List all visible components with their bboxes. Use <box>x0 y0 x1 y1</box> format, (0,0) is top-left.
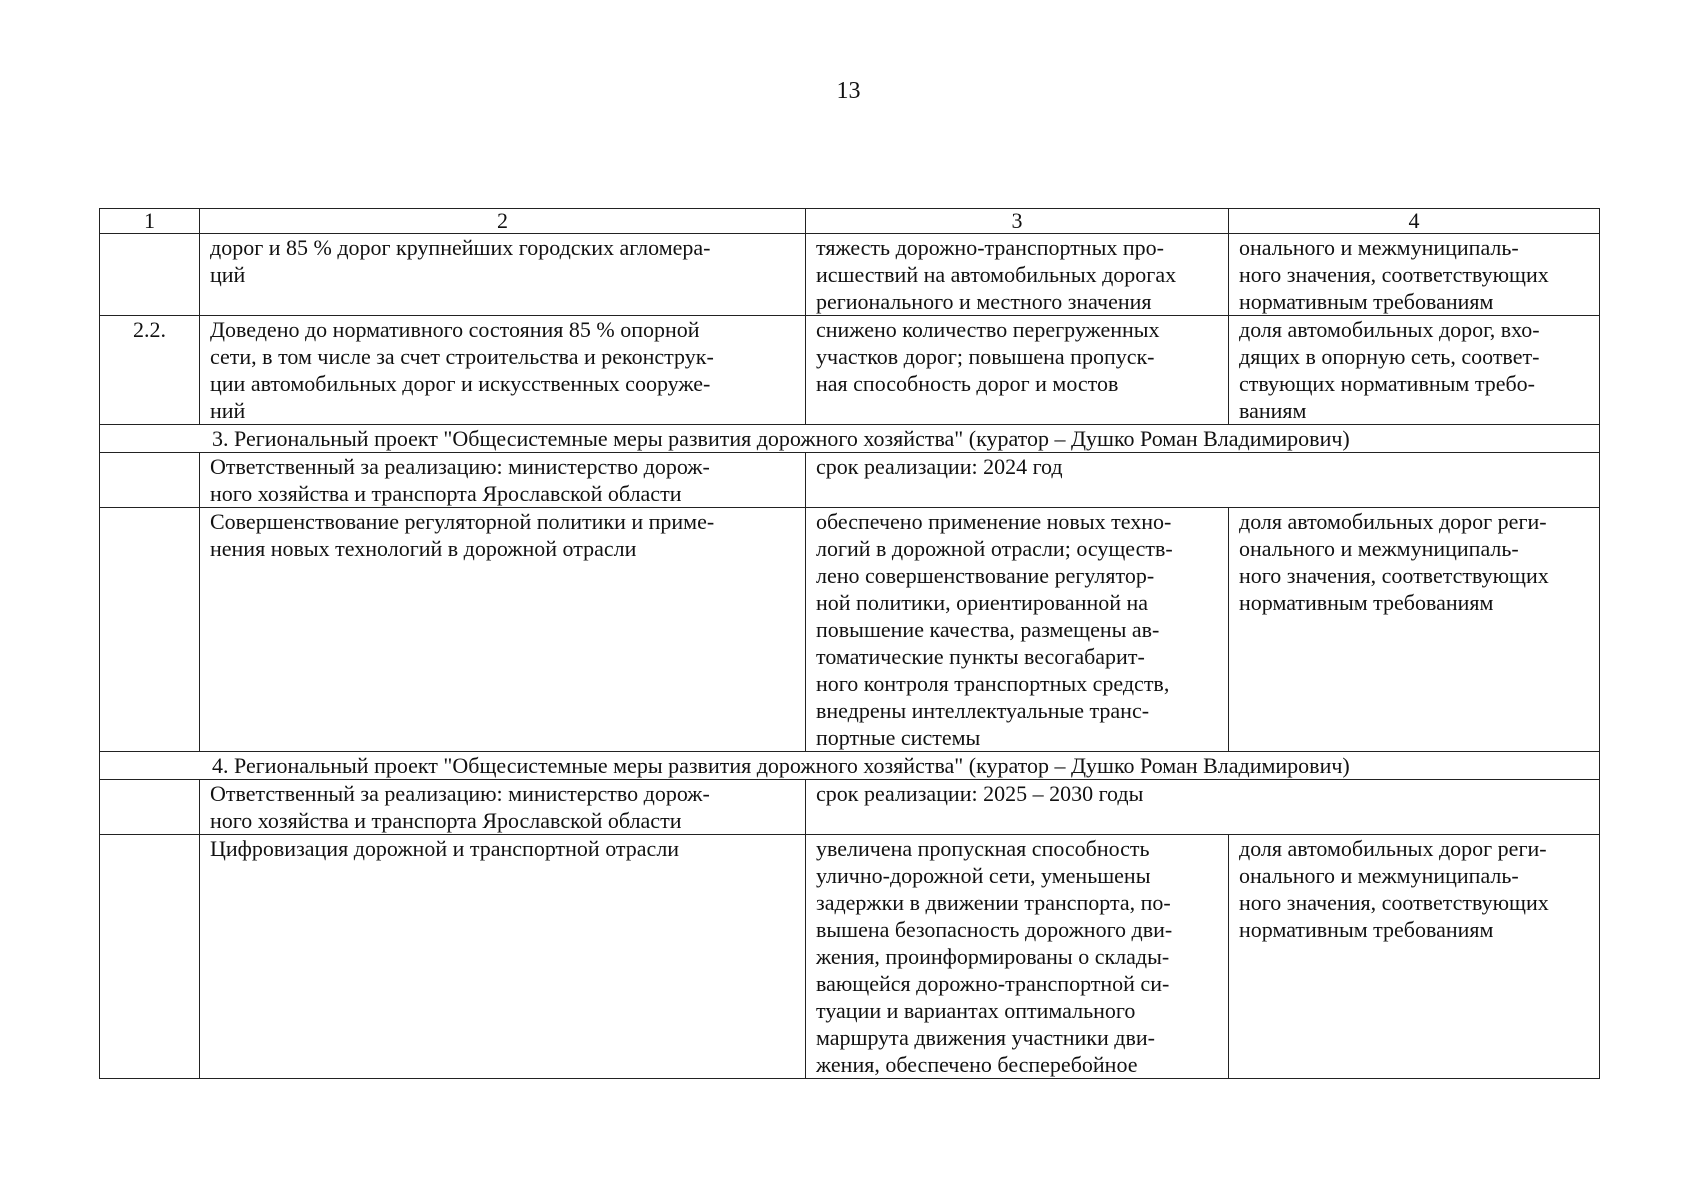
cell-text-line: логий в дорожной отрасли; осуществ- <box>816 536 1173 561</box>
table-header-row <box>100 209 1600 234</box>
cell-text-line: повышение качества, размещены ав- <box>816 617 1160 642</box>
cell-text-line: нормативным требованиям <box>1239 289 1494 314</box>
header-col-2: 2 <box>200 209 806 234</box>
cell-text-line: снижено количество перегруженных <box>816 317 1160 342</box>
section-title: 3. Региональный проект "Общесистемные меры развития дорожного хозяйства" (куратор – Душко Роман Владимирович) <box>100 425 1600 453</box>
cell-text-line: маршрута движения участники дви- <box>816 1025 1155 1050</box>
cell-text-line: нормативным требованиям <box>1239 917 1494 942</box>
row-task-cell <box>200 508 806 752</box>
cell-text-line: ний <box>210 398 246 423</box>
cell-text-line: задержки в движении транспорта, по- <box>816 890 1171 915</box>
row-number <box>100 780 200 835</box>
cell-text-line: ции автомобильных дорог и искусственных сооруже- <box>210 371 711 396</box>
row-task-cell <box>200 316 806 425</box>
row-indicator-cell <box>1229 508 1600 752</box>
cell-text-line: ного значения, соответствующих <box>1239 563 1549 588</box>
term-cell: срок реализации: 2024 год <box>806 453 1600 508</box>
responsible-cell <box>200 780 806 835</box>
section-3-task-row <box>100 508 1600 752</box>
row-number: 2.2. <box>100 316 200 425</box>
cell-text-line: томатические пункты весогабарит- <box>816 644 1145 669</box>
term-cell: срок реализации: 2025 – 2030 годы <box>806 780 1600 835</box>
header-col-4: 4 <box>1229 209 1600 234</box>
cell-text-line: обеспечено применение новых техно- <box>816 509 1172 534</box>
cell-text-line: регионального и местного значения <box>816 289 1152 314</box>
cell-text-line: ваниям <box>1239 398 1307 423</box>
cell-text-line: онального и межмуниципаль- <box>1239 863 1519 888</box>
row-number <box>100 508 200 752</box>
section-3-responsible-row <box>100 453 1600 508</box>
cell-text-line: ного хозяйства и транспорта Ярославской области <box>210 481 682 506</box>
cell-text-line: исшествий на автомобильных дорогах <box>816 262 1177 287</box>
cell-text-line: улично-дорожной сети, уменьшены <box>816 863 1151 888</box>
row-task-cell <box>200 835 806 1079</box>
row-result-cell <box>806 508 1229 752</box>
header-col-1: 1 <box>100 209 200 234</box>
row-number <box>100 453 200 508</box>
cell-text-line: онального и межмуниципаль- <box>1239 536 1519 561</box>
row-result-cell <box>806 316 1229 425</box>
cell-text-line: вающейся дорожно-транспортной си- <box>816 971 1170 996</box>
cell-text-line: нормативным требованиям <box>1239 590 1494 615</box>
cell-text-line: туации и вариантах оптимального <box>816 998 1136 1023</box>
cell-text-line: внедрены интеллектуальные транс- <box>816 698 1150 723</box>
cell-text-line: сети, в том числе за счет строительства и реконструк- <box>210 344 714 369</box>
cell-text-line: ного значения, соответствующих <box>1239 262 1549 287</box>
cell-text-line: ций <box>210 262 246 287</box>
cell-text-line: ного хозяйства и транспорта Ярославской области <box>210 808 682 833</box>
measures-table <box>99 208 1600 1079</box>
cell-text-line: жения, проинформированы о склады- <box>816 944 1170 969</box>
row-number <box>100 835 200 1079</box>
cell-text-line: Цифровизация дорожной и транспортной отрасли <box>210 836 680 861</box>
section-4-title-row <box>100 752 1600 780</box>
cell-text-line: вышена безопасность дорожного дви- <box>816 917 1173 942</box>
cell-text-line: жения, обеспечено бесперебойное <box>816 1052 1138 1077</box>
responsible-cell <box>200 453 806 508</box>
section-4-responsible-row <box>100 780 1600 835</box>
section-title: 4. Региональный проект "Общесистемные меры развития дорожного хозяйства" (куратор – Душко Роман Владимирович) <box>100 752 1600 780</box>
cell-text-line: Ответственный за реализацию: министерство дорож- <box>210 454 710 479</box>
table-row-continued <box>100 234 1600 316</box>
header-col-3: 3 <box>806 209 1229 234</box>
cell-text-line: нения новых технологий в дорожной отрасли <box>210 536 637 561</box>
cell-text-line: ного контроля транспортных средств, <box>816 671 1170 696</box>
cell-text-line: увеличена пропускная способность <box>816 836 1150 861</box>
cell-text-line: дящих в опорную сеть, соответ- <box>1239 344 1540 369</box>
section-3-title-row <box>100 425 1600 453</box>
row-task-cell <box>200 234 806 316</box>
cell-text-line: ной политики, ориентированной на <box>816 590 1149 615</box>
row-result-cell <box>806 234 1229 316</box>
table-row-2-2 <box>100 316 1600 425</box>
cell-text-line: дорог и 85 % дорог крупнейших городских агломера- <box>210 235 711 260</box>
row-indicator-cell <box>1229 835 1600 1079</box>
cell-text-line: онального и межмуниципаль- <box>1239 235 1519 260</box>
cell-text-line: ного значения, соответствующих <box>1239 890 1549 915</box>
cell-text-line: Ответственный за реализацию: министерство дорож- <box>210 781 710 806</box>
cell-text-line: лено совершенствование регулятор- <box>816 563 1155 588</box>
cell-text-line: Совершенствование регуляторной политики и приме- <box>210 509 715 534</box>
row-indicator-cell <box>1229 234 1600 316</box>
cell-text-line: ная способность дорог и мостов <box>816 371 1119 396</box>
cell-text-line: доля автомобильных дорог, вхо- <box>1239 317 1540 342</box>
cell-text-line: доля автомобильных дорог реги- <box>1239 509 1547 534</box>
cell-text-line: ствующих нормативным требо- <box>1239 371 1535 396</box>
section-4-task-row <box>100 835 1600 1079</box>
cell-text-line: тяжесть дорожно-транспортных про- <box>816 235 1164 260</box>
cell-text-line: портные системы <box>816 725 981 750</box>
row-number <box>100 234 200 316</box>
cell-text-line: доля автомобильных дорог реги- <box>1239 836 1547 861</box>
page-number: 13 <box>836 78 861 104</box>
row-indicator-cell <box>1229 316 1600 425</box>
cell-text-line: участков дорог; повышена пропуск- <box>816 344 1155 369</box>
row-result-cell <box>806 835 1229 1079</box>
cell-text-line: Доведено до нормативного состояния 85 % опорной <box>210 317 700 342</box>
